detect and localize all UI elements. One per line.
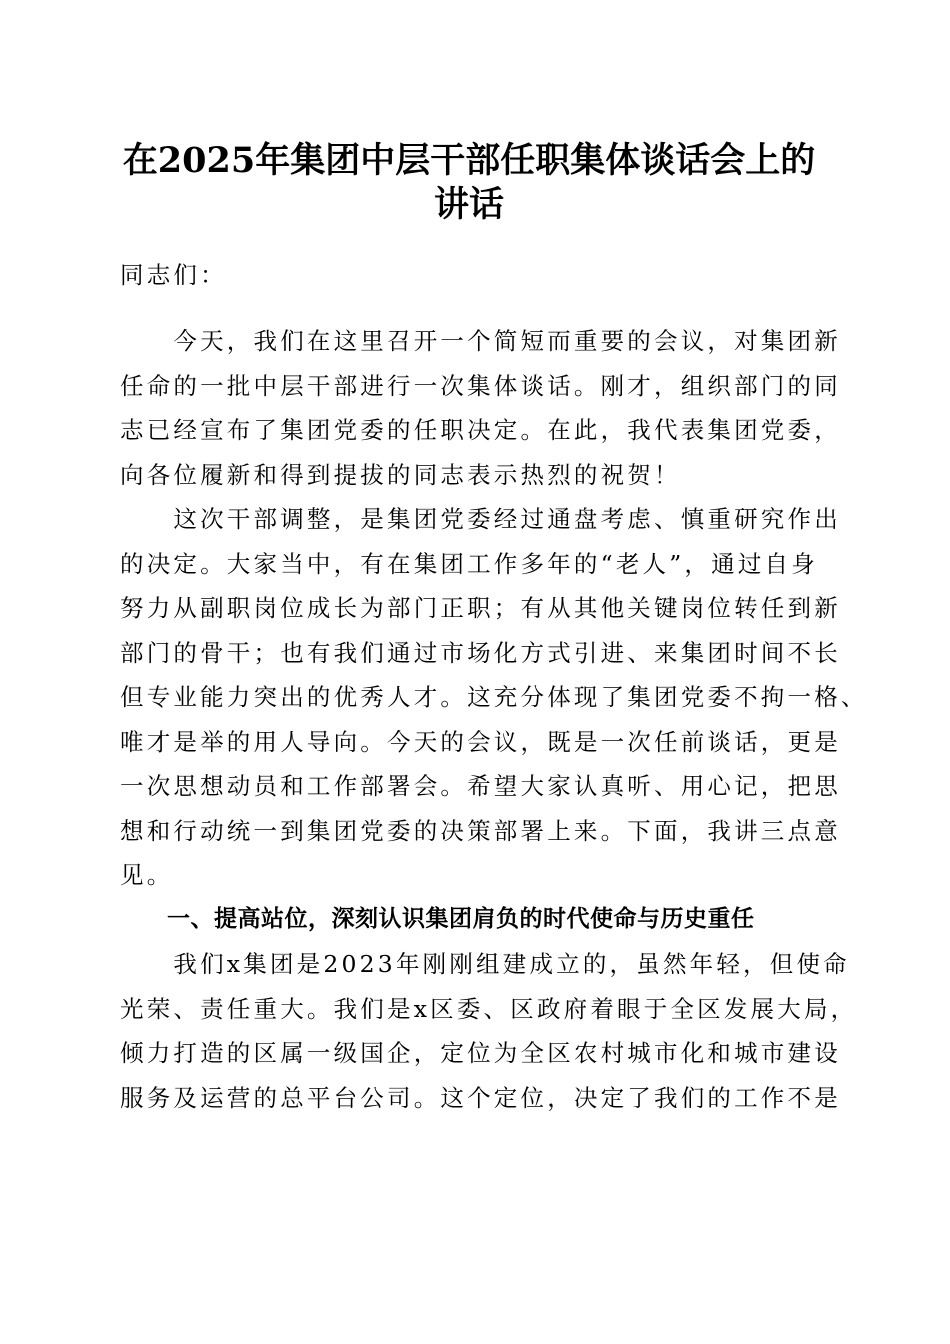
paragraph-2-line: 的决定。大家当中，有在集团工作多年的“老人”，通过自身 — [120, 549, 818, 578]
paragraph-1-line: 向各位履新和得到提拔的同志表示热烈的祝贺！ — [120, 460, 681, 489]
paragraph-2-line: 部门的骨干；也有我们通过市场化方式引进、来集团时间不长 — [120, 638, 841, 667]
paragraph-1 — [120, 319, 841, 497]
document-title-line-1: 在2025年集团中层干部任职集体谈话会上的 — [122, 140, 816, 181]
paragraph-2-line: 想和行动统一到集团党委的决策部署上来。下面，我讲三点意 — [120, 816, 841, 845]
document-title-line-2: 讲话 — [433, 184, 504, 225]
paragraph-2-line: 但专业能力突出的优秀人才。这充分体现了集团党委不拘一格、 — [120, 683, 868, 711]
paragraph-2-line: 这次干部调整，是集团党委经过通盘考虑、慎重研究作出 — [120, 505, 841, 533]
paragraph-2-line: 见。 — [120, 861, 174, 889]
paragraph-2-line: 唯才是举的用人导向。今天的会议，既是一次任前谈话，更是 — [120, 727, 841, 756]
paragraph-2 — [120, 497, 868, 898]
salutation — [120, 253, 832, 298]
paragraph-3-line: 光荣、责任重大。我们是x区委、区政府着眼于全区发展大局， — [120, 994, 858, 1023]
paragraph-3-line: 服务及运营的总平台公司。这个定位，决定了我们的工作不是 — [120, 1083, 841, 1112]
paragraph-1-line: 今天，我们在这里召开一个简短而重要的会议，对集团新 — [120, 327, 841, 355]
section-heading-1: 一、提高站位，深刻认识集团肩负的时代使命与历史重任 — [120, 906, 755, 932]
paragraph-1-line: 志已经宣布了集团党委的任职决定。在此，我代表集团党委， — [120, 416, 841, 444]
paragraph-2-line: 努力从副职岗位成长为部门正职；有从其他关键岗位转任到新 — [120, 594, 841, 622]
paragraph-3-line: 我们x集团是2023年刚刚组建成立的，虽然年轻，但使命 — [120, 950, 850, 978]
paragraph-1-line: 任命的一批中层干部进行一次集体谈话。刚才，组织部门的同 — [120, 371, 841, 400]
salutation-text: 同志们： — [120, 261, 227, 289]
paragraph-3-line: 倾力打造的区属一级国企，定位为全区农村城市化和城市建设 — [120, 1039, 841, 1067]
paragraph-2-line: 一次思想动员和工作部署会。希望大家认真听、用心记，把思 — [120, 772, 841, 800]
paragraph-3 — [120, 942, 858, 1120]
